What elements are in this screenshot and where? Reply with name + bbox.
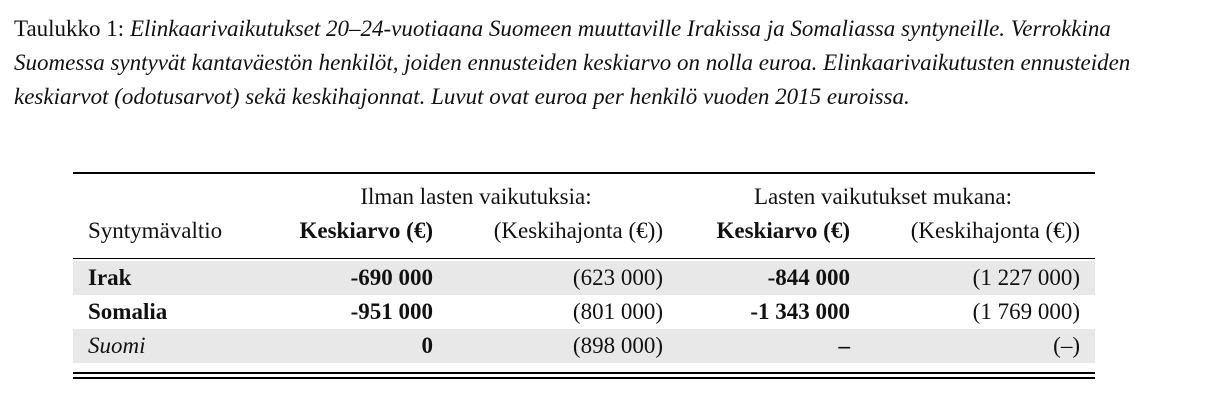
row-sd-1: (623 000)	[572, 265, 663, 290]
table-row	[73, 295, 1095, 329]
row-mean-2: -1 343 000	[750, 299, 850, 324]
row-sd-2: (1 227 000)	[972, 265, 1080, 290]
row-country: Suomi	[88, 333, 146, 358]
column-header-mean-1: Keskiarvo (€)	[299, 218, 433, 243]
column-header-mean-2: Keskiarvo (€)	[716, 218, 850, 243]
row-mean-1: -690 000	[350, 265, 433, 290]
bottom-rule-2	[73, 377, 1095, 379]
column-header-sd-1: (Keskihajonta (€))	[493, 218, 663, 243]
caption-label: Taulukko 1:	[14, 16, 125, 41]
row-sd-1: (898 000)	[572, 333, 663, 358]
caption-text: Elinkaarivaikutukset 20–24-vuotiaana Suomeen muuttaville Irakissa ja Somaliassa syntyneille. Verrokkina Suomessa syntyvät kantaväestön henkilöt, joiden ennusteiden keskiarvo on nolla euroa. Elinkaarivaikutusten ennusteiden keskiarvot (odotusarvot) sekä keskihajonnat. Luvut ovat euroa per henkilö vuoden 2015 euroissa.	[14, 16, 1131, 109]
row-country: Somalia	[88, 299, 168, 324]
row-mean-2: –	[838, 333, 850, 358]
row-mean-2: -844 000	[767, 265, 850, 290]
group-header-without-children: Ilman lasten vaikutuksia:	[360, 184, 592, 209]
top-rule	[73, 172, 1095, 174]
table-row	[73, 329, 1095, 363]
row-sd-1: (801 000)	[572, 299, 663, 324]
row-sd-2: (–)	[1053, 333, 1080, 358]
column-header-country: Syntymävaltio	[88, 218, 223, 243]
table-caption	[14, 12, 1204, 114]
row-country: Irak	[88, 265, 132, 290]
header-rule	[73, 258, 1095, 259]
bottom-rule-1	[73, 372, 1095, 374]
column-header-sd-2: (Keskihajonta (€))	[910, 218, 1080, 243]
row-sd-2: (1 769 000)	[972, 299, 1080, 324]
group-header-with-children: Lasten vaikutukset mukana:	[753, 184, 1013, 209]
row-mean-1: -951 000	[350, 299, 433, 324]
row-mean-1: 0	[421, 333, 433, 358]
table-row	[73, 261, 1095, 295]
